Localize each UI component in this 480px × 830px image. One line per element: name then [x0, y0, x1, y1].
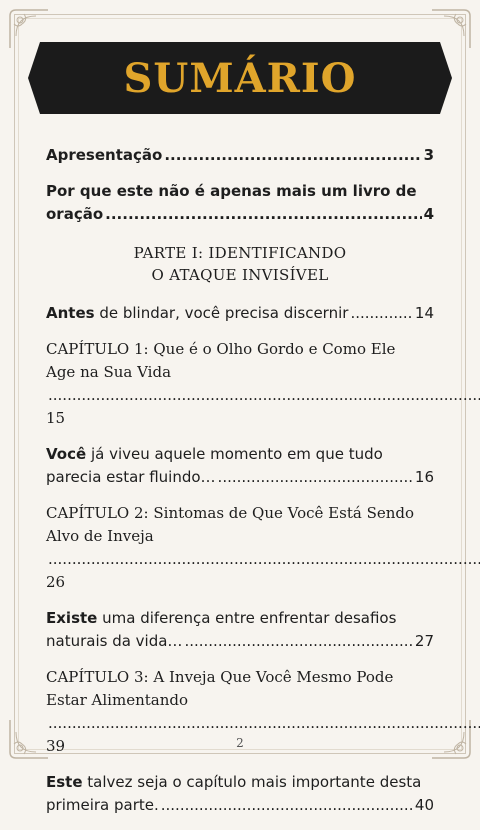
chapter-title-cont: Age na Sua Vida [46, 363, 172, 381]
page-number: 2 [236, 736, 244, 750]
toc-page-number: 4 [423, 205, 434, 223]
toc-entry-label: já viveu aquele momento em que tudo [86, 445, 383, 463]
toc-entry-lead: Este [46, 773, 83, 791]
toc-entry-voce[interactable] [46, 443, 434, 489]
chapter-title-cont: Estar Alimentando [46, 691, 189, 709]
toc-entry-label: Por que este não é apenas mais um livro de [46, 182, 417, 200]
part-heading [46, 242, 434, 286]
toc-page-number: 40 [414, 796, 434, 814]
toc-entry-lead: Você [46, 445, 87, 463]
chapter-title: Que é o Olho Gordo e Como Ele [148, 340, 396, 358]
toc-page-number: 14 [414, 304, 434, 322]
dot-leader [164, 144, 421, 167]
dot-leader [350, 302, 412, 325]
toc-page-number: 27 [414, 632, 434, 650]
chapter-label: CAPÍTULO 1: [46, 340, 149, 358]
toc-entry-label: talvez seja o capítulo mais importante desta [82, 773, 422, 791]
dot-leader [48, 714, 480, 732]
dot-leader [48, 550, 480, 568]
toc-page-number: 26 [46, 573, 66, 591]
table-of-contents [46, 144, 434, 830]
title-banner [40, 42, 440, 114]
toc-entry-label-cont: naturais da vida… [46, 632, 183, 650]
toc-entry-existe[interactable] [46, 607, 434, 653]
toc-entry-por-que[interactable] [46, 180, 434, 226]
toc-entry-lead: Antes [46, 304, 95, 322]
chapter-title: A Inveja Que Você Mesmo Pode [148, 668, 394, 686]
toc-page-number: 15 [46, 409, 66, 427]
toc-entry-label: de blindar, você precisa discernir [94, 304, 349, 322]
toc-entry-este[interactable] [46, 771, 434, 817]
dot-leader [218, 466, 413, 489]
toc-entry-capitulo-2[interactable] [46, 502, 434, 594]
toc-entry-antes[interactable] [46, 302, 434, 325]
toc-entry-apresentacao[interactable] [46, 144, 434, 167]
page-title: SUMÁRIO [123, 54, 357, 102]
part-heading-line1: PARTE I: IDENTIFICANDO [133, 244, 347, 262]
toc-entry-label-cont: parecia estar fluindo… [46, 468, 216, 486]
toc-entry-lead: Existe [46, 609, 98, 627]
toc-entry-label-cont: primeira parte. [46, 796, 159, 814]
toc-page-number: 39 [46, 737, 66, 755]
chapter-title: Sintomas de Que Você Está Sendo [148, 504, 415, 522]
toc-page-number: 3 [423, 146, 434, 164]
dot-leader [161, 794, 413, 817]
toc-page-number: 16 [414, 468, 434, 486]
chapter-label: CAPÍTULO 2: [46, 504, 149, 522]
toc-entry-label: uma diferença entre enfrentar desafios [97, 609, 397, 627]
toc-entry-capitulo-1[interactable] [46, 338, 434, 430]
part-heading-line2: O ATAQUE INVISÍVEL [151, 266, 329, 284]
dot-leader [184, 630, 412, 653]
chapter-title-cont: Alvo de Inveja [46, 527, 154, 545]
toc-entry-label-cont: oração [46, 205, 104, 223]
dot-leader [105, 203, 421, 226]
dot-leader [48, 386, 480, 404]
chapter-label: CAPÍTULO 3: [46, 668, 149, 686]
toc-entry-label: Apresentação [46, 146, 163, 164]
